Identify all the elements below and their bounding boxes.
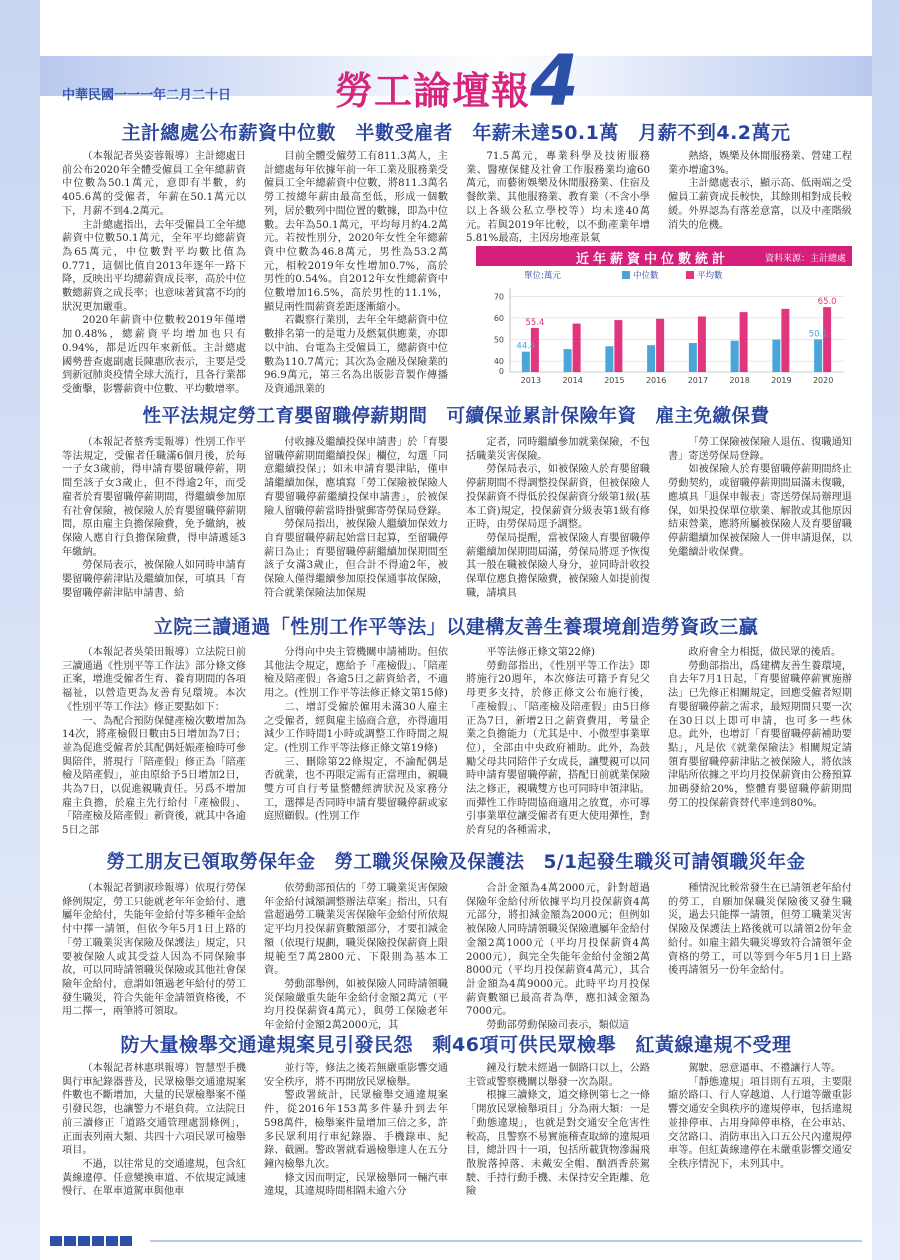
paragraph: 分得向中央主管機關申請補助。但依其他法令規定，應給予「產檢假」、「陪產檢及陪產假」各逾5日之薪資給者，不適用之。(性別工作平等法修正條文第15條): [264, 647, 448, 700]
x-tick-label: 2015: [604, 376, 625, 385]
article-5-col-2: [264, 1062, 448, 1224]
chart-source: 資料來源：主計總處: [764, 254, 846, 264]
legend-swatch-1: [622, 271, 630, 279]
article-5-col-3: [466, 1062, 650, 1224]
article-3-col-2: [264, 646, 448, 842]
bar-mean-2017: [698, 316, 706, 372]
headline-1: 主計總處公布薪資中位數 半數受雇者 年薪未達50.1萬 月薪不到4.2萬元: [121, 122, 791, 144]
paragraph: 依勞動部預估的「勞工職業災害保險年金給付減額調整辦法草案」指出，只有當超過勞工職業災害保險年金給付所依規定平均月投保薪資數額部分，才要扣減金額（依現行規劃，職災保險投保薪資上限規範至7萬2800元、下限則為基本工資。: [264, 883, 448, 977]
bar-median-2019: [772, 340, 780, 372]
paragraph: 種情況比較常發生在已請領老年給付的勞工，自願加保職災保險後又發生職災，過去只能擇一請領，但勞工職業災害保險及保護法上路後就可以請領2份年金給付。如雇主錯失職災導致符合請領年金資格的勞工，可以等到今年5月1日上路後再請領另一份年金給付。: [668, 883, 852, 977]
chart-title: 近年薪資中位數統計: [576, 252, 730, 267]
bar-median-2015: [605, 346, 613, 372]
y-tick-label: 50: [493, 335, 504, 345]
x-tick-label: 2016: [645, 376, 667, 385]
paragraph: 一、為配合預防保健產檢次數增加為14次，將產檢假日數由5日增加為7日；並為促進受僱者於其配偶妊娠產檢時可參與陪伴，將現行「陪產假」修正為「陪產檢及陪產假」，並由原給予5日增加2日，共為7日，以促進親職責任。另爲不增加雇主負擔，於雇主先行給付「產檢假」、「陪產檢及陪產假」新資後，就其中各逾5日之部: [62, 715, 246, 837]
article-3-col-4: [668, 646, 852, 842]
paragraph: 根據三讀條文，道交條例第七之一條「開放民眾檢舉項目」分為兩大類：一是「動態違規」，也就是對交通安全危害性較高，且警察不易實施稽查取締的違規項目，總計四十一項，包括所載貨物滲漏飛散脫落掉落、未戴安全帽、酗酒香菸駕駛、手持行動手機、未保持安全距離、危險: [466, 1090, 650, 1198]
y-tick-label: 70: [493, 292, 504, 302]
paragraph: 駕駛、惡意逼車、不禮讓行人等。: [688, 1063, 842, 1074]
paragraph: 目前全體受僱勞工有811.3萬人，主計總處每年依據年前一年工業及服務業受僱員工全年總薪資中位數，將811.3萬名勞工按總年薪由最高至低，形成一個數列，居於數列中間位置的數據，即為中位數。去年為50.1萬元，平均每月約4.2萬元。若按性別分，2020年女性全年總薪資中位數為46.8萬元，男性為53.2萬元，相較2019年女性增加0.7%，高於男性的0.54%。自2012年女性總薪資中位數增加16.5%，高於男性的11.1%，顯見兩性間薪資差距逐漸縮小。: [264, 151, 448, 313]
paragraph: 勞動部指出，《性別平等工作法》即將施行20週年，本次修法可籍予育兒父母更多支持，於修正條文公布施行後，「產檢假」、「陪產檢及陪產假」由5日修正為7日，新增2日之薪資費用，考量企業之負擔能力（尤其是中、小微型事業單位），全部由中央政府補助。此外，為鼓勵父母共同陪伴子女成長，讓雙親可以同時申請育嬰留職停薪，搭配日前就業保險法之修正，親職雙方也可同時申領津貼。而彈性工作時間協商適用之放寬，亦可導引事業單位讓受僱者有更大使用彈性，對於育兒的各種需求，: [466, 660, 650, 837]
data-label: 55.4: [525, 317, 545, 328]
footer-block: [64, 1236, 76, 1246]
article-2-col-3: [466, 436, 650, 604]
article-4-col-3: [466, 882, 650, 1033]
data-label: 44.4: [516, 341, 536, 352]
bar-mean-2018: [740, 312, 748, 372]
paragraph: 如被保險人於育嬰留職停薪期間終止勞動契約，或留職停薪期間屆滿未復職，應填具「退保申報表」寄送勞保局辦理退保，如果投保單位歇業、解散或其他原因結束營業，應將所屬被保險人及育嬰留職停薪繼續加保被保險人一併申請退保，以免繼續計收保費。: [668, 464, 852, 558]
footer-block: [78, 1236, 90, 1246]
paragraph: 主計總處指出，去年受僱員工全年總薪資中位數50.1萬元，全年平均總薪資為65萬元，中位數對平均數比值為0.771，這個比值自2013年逐年一路下降，反映出平均總薪資成長率，高於中位數總薪資之成長率；也意味著貧富不均的狀況更加嚴重。: [62, 219, 246, 313]
paragraph: 勞保局提醒，當被保險人育嬰留職停薪繼續加保期間屆滿，勞保局將逕予恢復其一般在職被保險人身分，並同時計收投保單位應負擔保險費，被保險人如提前復職，請填具: [466, 532, 650, 599]
paragraph: 條文因而明定，民眾檢舉同一輛汽車違規，其違規時間相隔未逾六分: [264, 1172, 448, 1198]
article-1-col-2: [264, 150, 448, 397]
bar-median-2016: [647, 345, 655, 372]
paragraph: 鐘及行駛未經過一個路口以上，公路主管或警察機關以舉發一次為限。: [466, 1063, 650, 1088]
headline-3: 立院三讀通過「性別工作平等法」以建構友善生養環境創造勞資政三贏: [153, 616, 759, 638]
chart-unit-label: 單位:萬元: [524, 271, 561, 281]
footer-rule: [150, 1240, 862, 1242]
x-tick-label: 2018: [729, 376, 750, 385]
article-4-col-1: [62, 882, 246, 1033]
article-4-body: [62, 882, 852, 1032]
paragraph: 合計金額為4萬2000元，針對超過保險年金給付所依據平均月投保薪資4萬元部分，將扣減金額為2000元；但例如被保險人同時請領職災保險遺屬年金給付金額2萬1000元（平均月投保薪資4萬2000元），與完全失能年金給付金額2萬8000元（平均月投保薪資4萬元），其合計金額為4萬9000元。此時平均月投保薪資數額已最高者為準，應扣減金額為7000元。: [466, 883, 650, 1018]
paragraph: 付收據及繼續投保申請書」於「育嬰留職停薪期間繼續投保」欄位，勾選「同意繼續投保」；如未申請育嬰津貼，僅申請繼續加保，應填寫「勞工保險被保險人育嬰留職停薪繼續投保申請書」，於被保險人留職停薪當時掛號郵寄勞保局登錄。: [264, 437, 448, 517]
masthead-title: 勞工論壇報: [335, 68, 531, 113]
page-number: 4: [530, 40, 579, 122]
bar-mean-2016: [656, 319, 664, 372]
paragraph: 勞保局指出，被保險人繼續加保效力自育嬰留職停薪起始當日起算，至留職停薪日為止；育嬰留職停薪繼續加保期間至該子女滿3歲止，但合計不得逾2年，被保險人僅得繼續參加原投保通事故保險，符合就業保險法加保規: [264, 519, 448, 599]
paragraph: 並行等，修法之後若無嚴重影響交通安全秩序，將不再開放民眾檢舉。: [264, 1063, 448, 1088]
paragraph: 「靜態違規」項目則有五項，主要限縮於路口、行人穿越道、人行道等嚴重影響交通安全與秩序的違規停車，包括違規並排停車、占用身障停車格，在公車站、交岔路口、消防車出入口五公尺內違規停車等。但紅黃線違停在未嚴重影響交通安全秩序情況下，未列其中。: [668, 1076, 852, 1170]
y-tick-label: 0: [498, 367, 504, 376]
data-label: 50.1: [808, 329, 828, 340]
paragraph: 定者，同時繼續參加就業保險，不包括職業災害保險。: [466, 437, 650, 462]
bar-median-2018: [731, 341, 739, 372]
paragraph: 警政署統計，民眾檢舉交通違規案件，從2016年153萬多件暴升到去年598萬件，檢舉案件量增加三倍之多，許多民眾利用行車紀錄器、手機錄車、紀錄、截圖。警政署就看過檢舉達人在五分鐘內檢舉九次。: [264, 1090, 448, 1170]
legend-swatch-2: [686, 271, 694, 279]
page-edge-right: [872, 0, 900, 1260]
y-tick-label: 40: [493, 357, 504, 367]
legend-label-1: 中位數: [633, 271, 659, 281]
paragraph: 主計總處表示，顯示高、低兩端之受僱員工薪資成長較快，其餘則相對成長較緩。外界認為有落差意富，以及中產階級消失的危機。: [668, 178, 852, 231]
article-2-col-1: [62, 436, 246, 604]
bar-median-2020: [814, 339, 822, 372]
paragraph: 勞動部勞動保險司表示，類似這: [486, 1020, 630, 1032]
footer-block: [106, 1236, 118, 1246]
x-tick-label: 2013: [520, 376, 542, 385]
x-tick-label: 2014: [562, 376, 583, 385]
paragraph: 71.5萬元，專業科學及技術服務業、醫療保健及社會工作服務業均逾60萬元，而藝術娛樂及休閒服務業、住宿及餐飲業、其他服務業、教育業（不含小學以上各級公私立學校等）均未達40萬元。若與2019年比較，以不動產業年增5.81%最高，主因房地產景氣: [466, 151, 650, 245]
article-4-col-2: [264, 882, 448, 1033]
paragraph: 不過，以往常見的交通違規，包含紅黃線違停、任意變換車道、不依規定減速慢行、在單車道駕車與他車: [62, 1158, 246, 1198]
paragraph: 「勞工保險被保險人退伍、復職通知書」寄送勞保局登錄。: [668, 437, 852, 462]
paragraph: （本報記者吳姿蓉報導）主計總處日前公布2020年全體受僱員工全年總薪資中位數為50.1萬元，意即有半數，約405.6萬的受僱者，年薪在50.1萬元以下，月薪不到4.2萬元。: [62, 151, 246, 217]
bar-mean-2019: [781, 309, 789, 372]
article-2-body: [62, 436, 852, 604]
footer-blocks: [50, 1236, 132, 1246]
article-3-col-1: [62, 646, 246, 842]
footer-block: [120, 1236, 132, 1246]
wage-chart: [476, 246, 852, 386]
article-1-col-1: [62, 150, 246, 397]
bar-mean-2020: [823, 307, 831, 372]
headline-4: 勞工朋友已領取勞保年金 勞工職災保險及保護法 5/1起發生職災可請領職災年金: [106, 852, 806, 873]
paragraph: 勞保局表示，被保險人如同時申請育嬰留職停薪津貼及繼續加保，可填具「育嬰留職停薪津貼申請書、給: [62, 560, 246, 599]
data-label: 65.0: [817, 297, 837, 308]
bar-median-2017: [689, 343, 697, 372]
article-5-col-4: [668, 1062, 852, 1224]
headline-2: 性平法規定勞工育嬰留職停薪期間 可續保並累計保險年資 雇主免繳保費: [142, 406, 770, 427]
paragraph: （本報記者林惠琪報導）智慧型手機與行車紀錄器普及，民眾檢舉交通違規案件數也不斷增加，大量的民眾檢舉案不僅引發民怨，也讓警力不堪負荷。立法院日前三讀修正「道路交通管理處罰條例」，正面表列兩大類、共四十六項民眾可檢舉項目。: [62, 1063, 246, 1157]
article-2-col-4: [668, 436, 852, 604]
article-3-col-3: [466, 646, 650, 842]
chart-plot: [476, 266, 852, 386]
paragraph: （本報記者吳榮田報導）立法院日前三讀通過《性別平等工作法》部分條文修正案，增進受僱者生育、養育期間的各項福祉，以營造更為友善育兒環境。本次《性別平等工作法》修正要點如下：: [62, 647, 246, 713]
paragraph: 勞保局表示，如被保險人於育嬰留職停薪期間不得調整投保薪資，但被保險人投保薪資不得低於投保薪資分級第1級(基本工資)規定，投保薪資分級表第1級有修正時，由勞保局逕予調整。: [466, 464, 650, 531]
paragraph: （本報記者蔡秀雯報導）性別工作平等法規定，受僱者任職滿6個月後，於每一子女3歲前，得申請育嬰留職停薪，期間至該子女3歲止，但不得逾2年，而受雇者於育嬰留職停薪期間，得繼續參加原有社會保險，被保險人於育嬰留職停薪期間，原由雇主負擔保險費，免予繳納，被保險人應自行負擔保險費，得申請遞延3年繳納。: [62, 437, 246, 558]
y-tick-label: 60: [493, 313, 504, 323]
x-tick-label: 2020: [812, 376, 834, 385]
paragraph: 勞動部指出，爲建構友善生養環境，自去年7月1日起，「育嬰留職停薪實施辦法」已先修正相關規定，回應受僱者短期育嬰留職停薪之需求，最短期間只要一次在30日以上即可申請，也可多一些休息。此外，也增訂「育嬰留職停薪補助要點」，凡是依《就業保險法》相關規定請領育嬰留職停薪津貼之被保險人，將依該津貼所依據之平均月投保薪資由公務預算加碼發給20%，整體育嬰留職停薪期間勞工的投保薪資替代率達到80%。: [668, 660, 852, 809]
headline-5: 防大量檢舉交通違規案見引發民怨 剩46項可供民眾檢舉 紅黃線違規不受理: [120, 1034, 792, 1056]
x-tick-label: 2019: [771, 376, 792, 385]
paragraph: 2020年薪資中位數較2019年僅增加0.48%，總薪資平均增加也只有0.94%，都是近四年來新低。主計總處國勢普查處副處長陳惠欣表示，主要是受到新冠肺炎疫情全球大流行，且各行業都受衝擊，影響薪資中位數、平均數增率。: [62, 315, 246, 395]
footer-block: [50, 1236, 62, 1246]
page-edge-left: [0, 0, 40, 1260]
paragraph: 政府會全力相挺，做民眾的後盾。: [688, 647, 842, 658]
article-5-body: [62, 1062, 852, 1224]
newspaper-page: [40, 0, 872, 1260]
paragraph: 熱絡，娛樂及休閒服務業、營建工程業亦增逾3%。: [668, 151, 852, 176]
article-3-body: [62, 646, 852, 842]
paragraph: 三、刪除第22條規定，不論配偶是否就業，也不再限定需有正當理由，親職雙方可自行考量整體經濟狀況及家務分工，選擇是否同時申請育嬰留職停薪或家庭照顧假。(性別工作: [264, 756, 448, 823]
article-5-col-1: [62, 1062, 246, 1224]
paragraph: （本報記者劉淑珍報導）依現行勞保條例規定，勞工只能就老年年金給付、遺屬年金給付，失能年金給付等多種年金給付中擇一請領，但依今年5月1日上路的「勞工職業災害保險及保護法」規定，只要被保險人或其受益人因為不同保險事故，可以同時請領職災保險或其他社會保險年金給付，意謂如領過老年給付的勞工發生職災，符合失能年金請領資格後，不用二擇一，兩筆將可領取。: [62, 883, 246, 1018]
paragraph: 勞動部舉例，如被保險人同時請領職災保險嚴重失能年金給付金額2萬元（平均月投保薪資4萬元），與勞工保險老年年金給付金額2萬2000元，其: [264, 978, 448, 1032]
bar-median-2013: [522, 352, 530, 372]
issue-date: 中華民國一一一年二月二十日: [62, 87, 232, 102]
bar-mean-2014: [573, 324, 581, 372]
chart-header: [476, 246, 852, 266]
paragraph: 平等法修正條文第22條): [486, 647, 596, 658]
article-4-col-4: [668, 882, 852, 1033]
article-1-col-4: [668, 150, 852, 238]
paragraph: 若觀察行業別，去年全年總薪資中位數排名第一的是電力及燃氣供應業，亦即以中油、台電為主受僱員工，總薪資中位數為110.7萬元；其次為金融及保險業的96.9萬元，第三名為出版影音製作傳播及資通訊業的: [264, 315, 448, 395]
article-1-col-3: [466, 150, 650, 245]
footer-block: [92, 1236, 104, 1246]
article-2-col-2: [264, 436, 448, 604]
paragraph: 二、增訂受僱於僱用未滿30人雇主之受僱者，經與雇主協商合意，亦得適用減少工作時間1小時或調整工作時間之規定。(性別工作平等法修正條文第19條): [264, 701, 448, 754]
bar-median-2014: [564, 349, 572, 372]
legend-label-2: 平均數: [697, 271, 723, 281]
bar-mean-2015: [614, 320, 622, 372]
x-tick-label: 2017: [687, 376, 709, 385]
